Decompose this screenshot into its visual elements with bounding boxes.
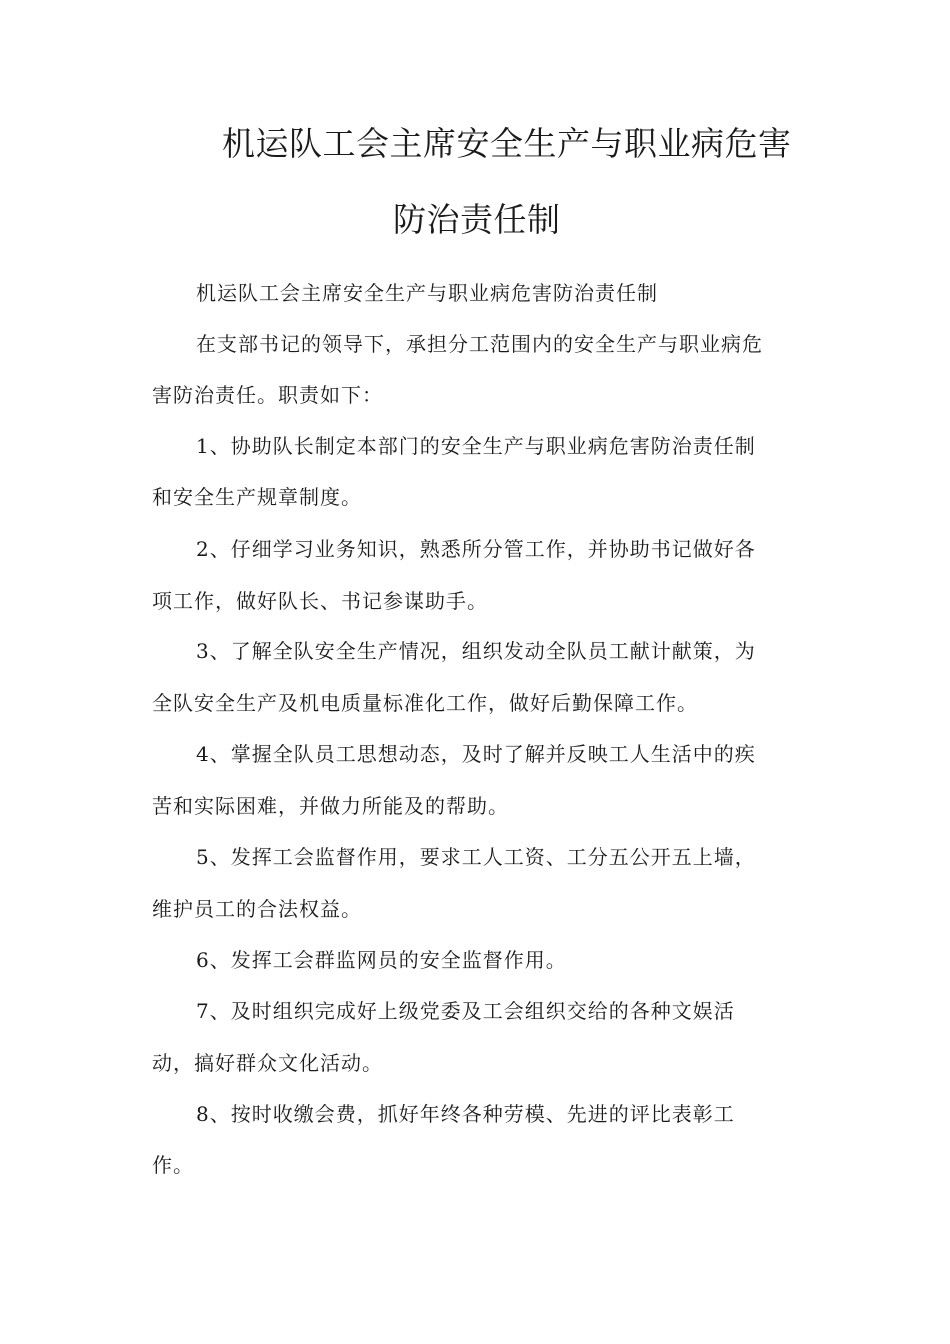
item-8-line-1: 8、按时收缴会费，抓好年终各种劳模、先进的评比表彰工 (196, 1102, 735, 1126)
item-4-line-2: 苦和实际困难，并做力所能及的帮助。 (152, 794, 509, 818)
document-title-line-2: 防治责任制 (393, 200, 561, 239)
item-7-line-1: 7、及时组织完成好上级党委及工会组织交给的各种文娱活 (196, 999, 735, 1023)
item-3-line-1: 3、了解全队安全生产情况，组织发动全队员工献计献策，为 (196, 639, 756, 663)
item-5-line-1: 5、发挥工会监督作用，要求工人工资、工分五公开五上墙， (196, 845, 756, 869)
intro-line-1: 在支部书记的领导下，承担分工范围内的安全生产与职业病危 (196, 332, 763, 356)
item-4-line-1: 4、掌握全队员工思想动态，及时了解并反映工人生活中的疾 (196, 742, 756, 766)
document-title-line-1: 机运队工会主席安全生产与职业病危害 (222, 124, 792, 163)
item-7-line-2: 动，搞好群众文化活动。 (152, 1051, 383, 1075)
document-subtitle: 机运队工会主席安全生产与职业病危害防治责任制 (196, 281, 658, 305)
item-3-line-2: 全队安全生产及机电质量标准化工作，做好后勤保障工作。 (152, 691, 698, 715)
item-1-line-1: 1、协助队长制定本部门的安全生产与职业病危害防治责任制 (196, 434, 756, 458)
item-2-line-2: 项工作，做好队长、书记参谋助手。 (152, 589, 488, 613)
intro-line-2: 害防治责任。职责如下： (152, 383, 383, 407)
item-8-line-2: 作。 (152, 1153, 194, 1177)
item-2-line-1: 2、仔细学习业务知识，熟悉所分管工作，并协助书记做好各 (196, 537, 756, 561)
item-1-line-2: 和安全生产规章制度。 (152, 485, 362, 509)
item-6-line-1: 6、发挥工会群监网员的安全监督作用。 (196, 948, 567, 972)
item-5-line-2: 维护员工的合法权益。 (152, 897, 362, 921)
